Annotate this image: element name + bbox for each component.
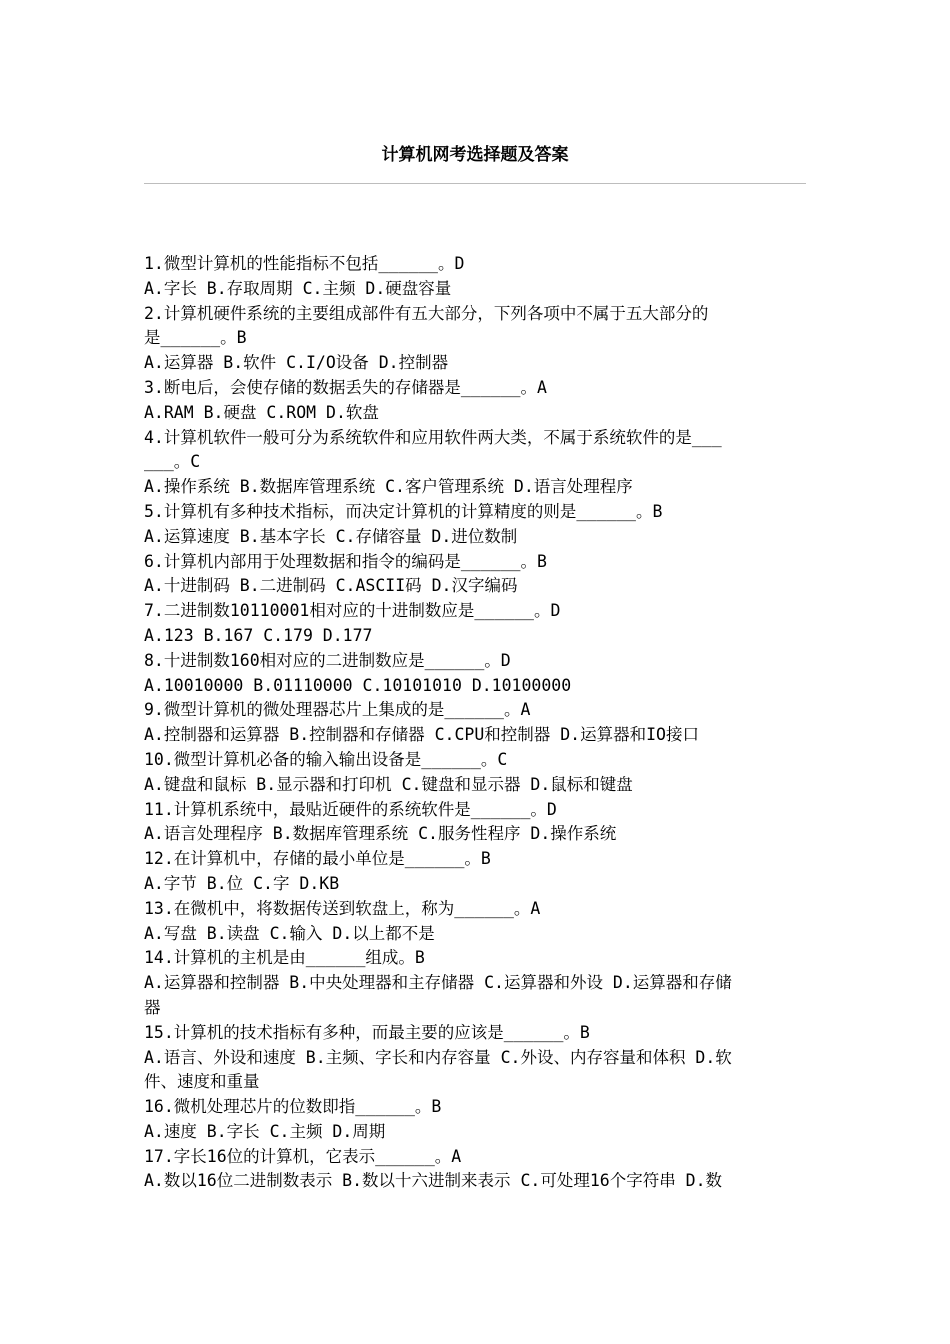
text-line: 13.在微机中，将数据传送到软盘上，称为______。A [144,898,541,918]
text-line: 3.断电后，会使存储的数据丢失的存储器是______。A [144,377,547,397]
text-line: 17.字长16位的计算机，它表示______。A [144,1146,462,1166]
text-line: A.操作系统 B.数据库管理系统 C.客户管理系统 D.语言处理程序 [144,477,633,497]
text-line: 器 [144,997,161,1017]
text-line: A.写盘 B.读盘 C.输入 D.以上都不是 [144,923,435,943]
text-line: A.运算器和控制器 B.中央处理器和主存储器 C.运算器和外设 D.运算器和存储 [144,973,732,993]
text-line: 10.微型计算机必备的输入输出设备是______。C [144,749,508,769]
text-line: A.语言、外设和速度 B.主频、字长和内存容量 C.外设、内存容量和体积 D.软 [144,1047,732,1067]
text-line: 5.计算机有多种技术指标，而决定计算机的计算精度的则是______。B [144,501,663,521]
text-line: A.RAM B.硬盘 C.ROM D.软盘 [144,402,379,422]
text-line: 2.计算机硬件系统的主要组成部件有五大部分，下列各项中不属于五大部分的 [144,303,709,323]
title-divider [144,183,806,184]
text-line: 12.在计算机中，存储的最小单位是______。B [144,849,491,869]
text-line: A.十进制码 B.二进制码 C.ASCII码 D.汉字编码 [144,576,518,596]
text-line: A.控制器和运算器 B.控制器和存储器 C.CPU和控制器 D.运算器和IO接口 [144,725,699,745]
text-line: 11.计算机系统中，最贴近硬件的系统软件是______。D [144,799,557,819]
text-line: ___。C [144,452,201,472]
text-line: A.速度 B.字长 C.主频 D.周期 [144,1121,386,1141]
text-line: 件、速度和重量 [144,1072,260,1092]
question-list [144,252,806,1194]
text-line: 6.计算机内部用于处理数据和指令的编码是______。B [144,551,547,571]
text-line: A.语言处理程序 B.数据库管理系统 C.服务性程序 D.操作系统 [144,824,617,844]
text-line: A.字长 B.存取周期 C.主频 D.硬盘容量 [144,278,452,298]
page-title: 计算机网考选择题及答案 [381,145,569,165]
text-line: A.10010000 B.01110000 C.10101010 D.10100000 [144,675,572,695]
text-line: A.123 B.167 C.179 D.177 [144,625,373,645]
text-line: 16.微机处理芯片的位数即指______。B [144,1097,442,1117]
text-line: 1.微型计算机的性能指标不包括______。D [144,254,465,273]
text-line: 15.计算机的技术指标有多种，而最主要的应该是______。B [144,1022,590,1042]
text-line: 8.十进制数160相对应的二进制数应是______。D [144,650,511,670]
text-line: A.运算器 B.软件 C.I/O设备 D.控制器 [144,353,449,373]
text-line: A.字节 B.位 C.字 D.KB [144,873,340,893]
text-line: A.键盘和鼠标 B.显示器和打印机 C.键盘和显示器 D.鼠标和键盘 [144,774,633,794]
text-line: 14.计算机的主机是由______组成。B [144,948,425,968]
text-line: 是______。B [144,328,247,348]
text-line: A.运算速度 B.基本字长 C.存储容量 D.进位数制 [144,526,518,546]
text-line: 9.微型计算机的微处理器芯片上集成的是______。A [144,700,531,720]
text-line: A.数以16位二进制数表示 B.数以十六进制来表示 C.可处理16个字符串 D.数 [144,1171,723,1191]
text-line: 7.二进制数10110001相对应的十进制数应是______。D [144,601,561,621]
text-line: 4.计算机软件一般可分为系统软件和应用软件两大类，不属于系统软件的是___ [144,427,722,447]
